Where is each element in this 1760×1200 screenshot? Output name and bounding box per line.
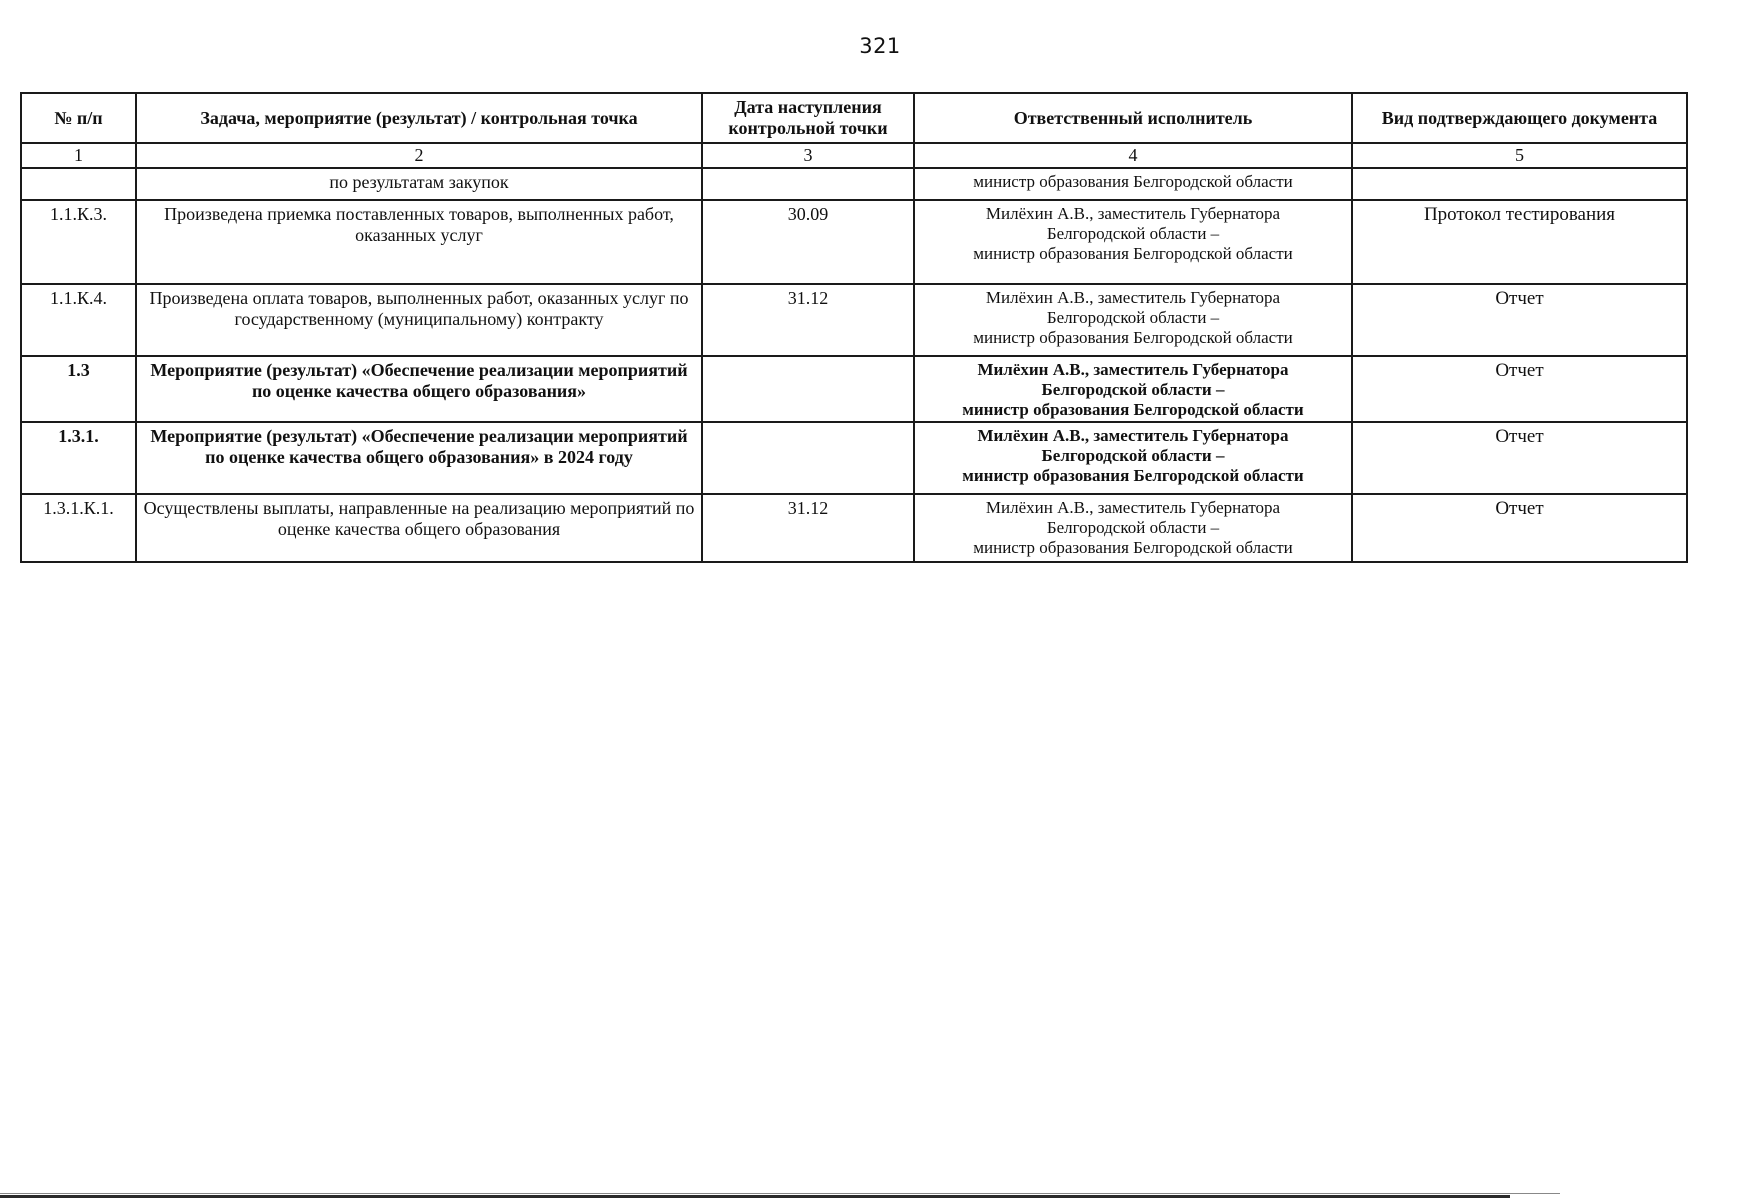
row-task: Произведена оплата товаров, выполненных работ, оказанных услуг по государственному (муниципальному) контракту bbox=[136, 284, 702, 356]
header-executor: Ответственный исполнитель bbox=[914, 93, 1352, 143]
row-date: 31.12 bbox=[702, 284, 914, 356]
row-executor: Милёхин А.В., заместитель Губернатора Белгородской области – министр образования Белгородской области bbox=[914, 356, 1352, 422]
row-document: Отчет bbox=[1352, 284, 1687, 356]
table-row bbox=[21, 494, 1687, 562]
row-task: по результатам закупок bbox=[136, 168, 702, 200]
header-task: Задача, мероприятие (результат) / контрольная точка bbox=[136, 93, 702, 143]
row-executor: министр образования Белгородской области bbox=[914, 168, 1352, 200]
row-executor: Милёхин А.В., заместитель Губернатора Белгородской области – министр образования Белгородской области bbox=[914, 284, 1352, 356]
header-number: № п/п bbox=[21, 93, 136, 143]
control-points-table bbox=[20, 92, 1688, 563]
table-row bbox=[21, 356, 1687, 422]
row-task: Мероприятие (результат) «Обеспечение реализации мероприятий по оценке качества общего образования» bbox=[136, 356, 702, 422]
row-date: 30.09 bbox=[702, 200, 914, 284]
row-date bbox=[702, 168, 914, 200]
row-document: Отчет bbox=[1352, 494, 1687, 562]
row-number: 1.3.1. bbox=[21, 422, 136, 494]
scan-edge-line bbox=[0, 1193, 1560, 1194]
row-number bbox=[21, 168, 136, 200]
table-row bbox=[21, 422, 1687, 494]
row-task: Произведена приемка поставленных товаров, выполненных работ, оказанных услуг bbox=[136, 200, 702, 284]
row-executor: Милёхин А.В., заместитель Губернатора Белгородской области – министр образования Белгородской области bbox=[914, 422, 1352, 494]
row-number: 1.3 bbox=[21, 356, 136, 422]
column-number: 3 bbox=[702, 143, 914, 168]
column-number: 5 bbox=[1352, 143, 1687, 168]
column-number: 4 bbox=[914, 143, 1352, 168]
header-date: Дата наступления контрольной точки bbox=[702, 93, 914, 143]
row-document: Отчет bbox=[1352, 422, 1687, 494]
table-row bbox=[21, 284, 1687, 356]
row-document bbox=[1352, 168, 1687, 200]
table-row bbox=[21, 168, 1687, 200]
row-number: 1.3.1.К.1. bbox=[21, 494, 136, 562]
scan-bottom-line bbox=[0, 1195, 1510, 1198]
column-number: 2 bbox=[136, 143, 702, 168]
row-task: Осуществлены выплаты, направленные на реализацию мероприятий по оценке качества общего образования bbox=[136, 494, 702, 562]
header-document: Вид подтверждающего документа bbox=[1352, 93, 1687, 143]
table-header-row bbox=[21, 93, 1687, 143]
row-executor: Милёхин А.В., заместитель Губернатора Белгородской области – министр образования Белгородской области bbox=[914, 494, 1352, 562]
row-number: 1.1.К.4. bbox=[21, 284, 136, 356]
column-numbers-row bbox=[21, 143, 1687, 168]
row-date: 31.12 bbox=[702, 494, 914, 562]
row-task: Мероприятие (результат) «Обеспечение реализации мероприятий по оценке качества общего образования» в 2024 году bbox=[136, 422, 702, 494]
row-date bbox=[702, 422, 914, 494]
row-document: Протокол тестирования bbox=[1352, 200, 1687, 284]
page-number: 321 bbox=[859, 34, 901, 58]
column-number: 1 bbox=[21, 143, 136, 168]
row-document: Отчет bbox=[1352, 356, 1687, 422]
row-date bbox=[702, 356, 914, 422]
row-executor: Милёхин А.В., заместитель Губернатора Белгородской области – министр образования Белгородской области bbox=[914, 200, 1352, 284]
row-number: 1.1.К.3. bbox=[21, 200, 136, 284]
table-row bbox=[21, 200, 1687, 284]
